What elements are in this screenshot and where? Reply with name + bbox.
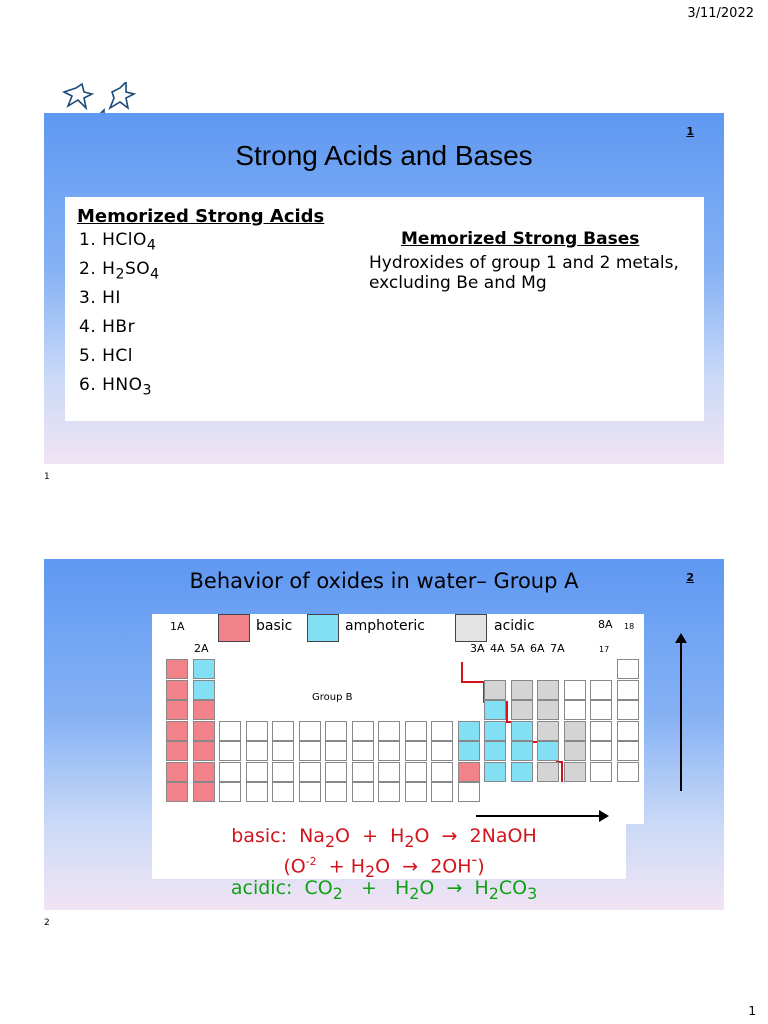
element-cell	[590, 762, 612, 782]
group-18-label: 18	[624, 622, 635, 631]
list-item: 4. HBr	[79, 317, 136, 337]
element-cell	[484, 741, 506, 761]
element-cell	[219, 741, 241, 761]
element-cell	[484, 680, 506, 700]
element-cell	[299, 721, 321, 741]
element-cell	[405, 721, 427, 741]
element-cell	[352, 741, 374, 761]
element-cell	[166, 700, 188, 720]
element-cell	[193, 680, 215, 700]
element-cell	[458, 741, 480, 761]
group-1a-label: 1A	[170, 620, 185, 633]
horizontal-arrowhead-icon	[599, 810, 609, 822]
element-cell	[166, 741, 188, 761]
element-cell	[458, 782, 480, 802]
legend-amphoteric-label: amphoteric	[345, 618, 425, 634]
list-item: 6. $HNO_3$	[79, 375, 153, 399]
element-cell	[617, 680, 639, 700]
element-cell	[325, 721, 347, 741]
date-header: 3/11/2022	[687, 6, 754, 21]
element-cell	[564, 721, 586, 741]
element-cell	[193, 741, 215, 761]
element-cell	[193, 659, 215, 679]
element-cell	[617, 659, 639, 679]
horizontal-arrow-icon	[476, 815, 601, 817]
element-cell	[193, 700, 215, 720]
element-cell	[590, 741, 612, 761]
element-cell	[564, 680, 586, 700]
element-cell	[484, 721, 506, 741]
element-cell	[166, 680, 188, 700]
element-cell	[246, 782, 268, 802]
element-cell	[246, 762, 268, 782]
element-cell	[458, 762, 480, 782]
element-cell	[352, 782, 374, 802]
element-cell	[431, 762, 453, 782]
group-3a-7a-label: 3A 4A 5A 6A 7A	[470, 642, 565, 655]
slide-2	[44, 559, 724, 910]
element-cell	[590, 680, 612, 700]
element-cell	[219, 762, 241, 782]
list-item: 1. HClO$_4$	[79, 230, 157, 254]
equation-acidic: acidic: $CO_2$ + $H_2O \to H_2CO_3$	[230, 877, 538, 903]
element-cell	[166, 782, 188, 802]
element-cell	[617, 741, 639, 761]
element-cell	[484, 762, 506, 782]
element-cell	[405, 782, 427, 802]
element-cell	[193, 782, 215, 802]
periodic-table	[152, 614, 644, 824]
element-cell	[325, 762, 347, 782]
element-cell	[193, 721, 215, 741]
vertical-arrowhead-icon	[675, 633, 687, 643]
element-cell	[564, 741, 586, 761]
element-cell	[166, 762, 188, 782]
slide-caption-number: 1	[44, 472, 50, 482]
element-cell	[299, 782, 321, 802]
acids-list	[79, 230, 160, 404]
element-cell	[378, 741, 400, 761]
legend-acidic-label: acidic	[494, 618, 535, 634]
element-cell	[166, 659, 188, 679]
element-cell	[431, 721, 453, 741]
element-cell	[193, 762, 215, 782]
element-cell	[352, 721, 374, 741]
element-cell	[617, 700, 639, 720]
element-cell	[405, 741, 427, 761]
slide-number: 2	[686, 571, 694, 584]
bases-text: Hydroxides of group 1 and 2 metals, excluding Be and Mg	[369, 253, 679, 293]
slide-caption-number: 2	[44, 918, 50, 928]
element-cell	[617, 721, 639, 741]
element-cell	[299, 741, 321, 761]
content-box	[65, 197, 704, 421]
element-cell	[537, 721, 559, 741]
element-cell	[405, 762, 427, 782]
element-cell	[511, 762, 533, 782]
legend-basic-label: basic	[256, 618, 293, 634]
element-cell	[484, 700, 506, 720]
element-cell	[325, 782, 347, 802]
element-cell	[352, 762, 374, 782]
element-cell	[219, 782, 241, 802]
vertical-arrow-icon	[680, 641, 682, 791]
element-cell	[537, 762, 559, 782]
element-cell	[537, 741, 559, 761]
group-b-label: Group B	[312, 692, 353, 703]
group-8a-label: 8A	[598, 618, 613, 631]
element-cell	[511, 721, 533, 741]
group-2a-label: 2A	[194, 642, 209, 655]
element-cell	[431, 782, 453, 802]
page-number: 1	[748, 1004, 756, 1018]
element-cell	[537, 700, 559, 720]
element-cell	[246, 721, 268, 741]
element-cell	[272, 721, 294, 741]
slide-number: 1	[686, 125, 694, 138]
element-cell	[299, 762, 321, 782]
bases-heading: Memorized Strong Bases	[401, 229, 640, 249]
list-item: 2. $H_2SO_4$	[79, 259, 160, 283]
equation-ionic: $(O^{-2} + H_2O \to 2OH^-)$	[283, 850, 485, 882]
element-cell	[166, 721, 188, 741]
element-cell	[564, 762, 586, 782]
equation-basic: basic: $Na_2O + H_2O$ → 2NaOH	[231, 825, 537, 851]
element-cell	[272, 782, 294, 802]
element-cell	[590, 700, 612, 720]
element-cell	[378, 762, 400, 782]
element-cell	[617, 762, 639, 782]
element-cell	[431, 741, 453, 761]
element-cell	[272, 741, 294, 761]
element-cell	[590, 721, 612, 741]
slide-title: Strong Acids and Bases	[235, 140, 533, 171]
list-item: 5. HCl	[79, 346, 134, 366]
element-cell	[564, 700, 586, 720]
element-cell	[325, 741, 347, 761]
element-cell	[511, 741, 533, 761]
element-cell	[537, 680, 559, 700]
list-item: 3. HI	[79, 288, 121, 308]
element-cell	[378, 721, 400, 741]
element-cell	[378, 782, 400, 802]
slide-1	[44, 113, 724, 464]
slide-title: Behavior of oxides in water– Group A	[189, 569, 579, 593]
element-cell	[511, 700, 533, 720]
element-cell	[246, 741, 268, 761]
element-cell	[219, 721, 241, 741]
element-cell	[272, 762, 294, 782]
element-cell	[458, 721, 480, 741]
element-cell	[511, 680, 533, 700]
acids-heading: Memorized Strong Acids	[77, 206, 325, 227]
group-17-label: 17	[599, 645, 610, 654]
